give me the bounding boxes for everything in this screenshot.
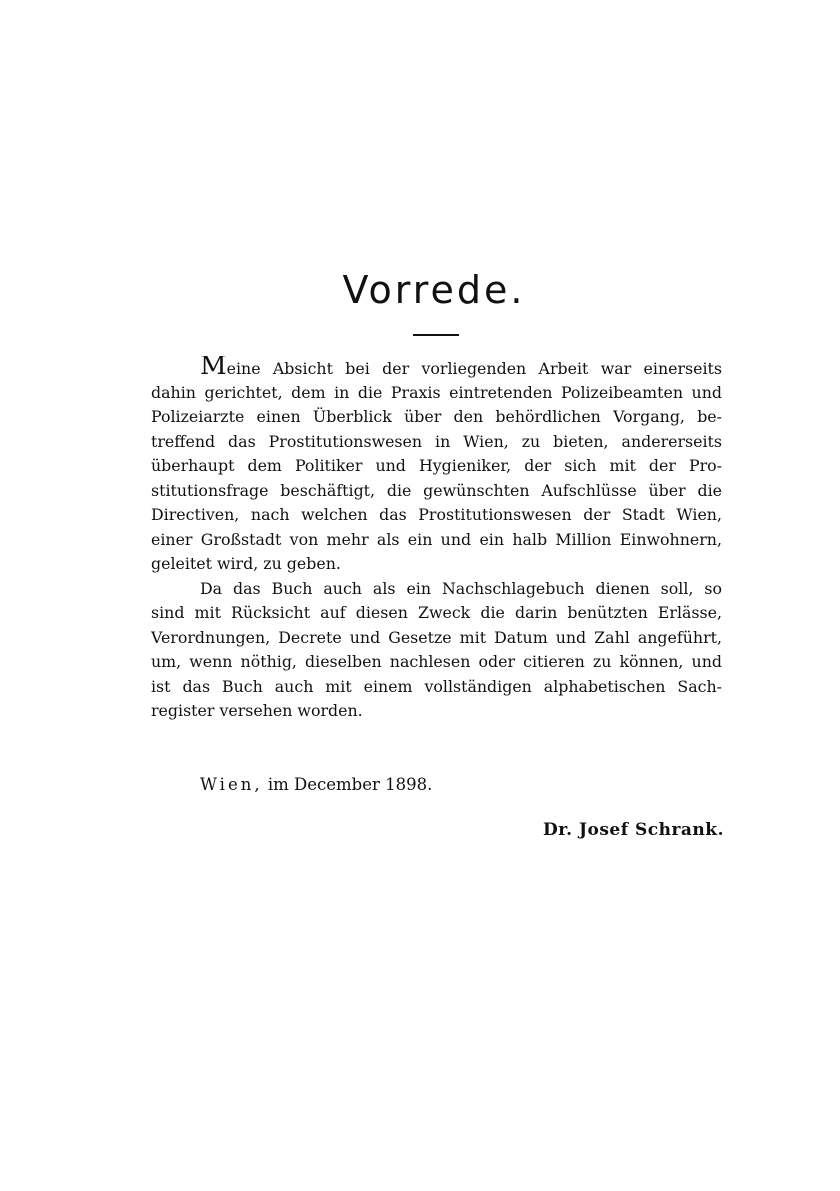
signoff-date: im December 1898. — [267, 775, 433, 794]
place-date-line — [200, 775, 432, 794]
signoff-place: Wien, — [200, 775, 263, 794]
paragraph-line: treffend das Prostitutionswesen in Wien, zu bieten, andererseits — [151, 431, 722, 451]
paragraph-line: Polizeiarzte einen Überblick über den behördlichen Vorgang, be- — [151, 407, 722, 426]
initial-letter: M — [200, 356, 227, 381]
paragraph-line: überhaupt dem Politiker und Hygieniker, der sich mit der Pro- — [151, 456, 722, 475]
paragraph-line: um, wenn nöthig, dieselben nachlesen oder citieren zu können, und — [151, 652, 722, 671]
paragraph-line: Da das Buch auch als ein Nachschlagebuch dienen soll, so — [200, 578, 722, 598]
paragraph-line: einer Großstadt von mehr als ein und ein halb Million Einwohnern, — [151, 529, 722, 549]
paragraph-2 — [151, 577, 722, 724]
paragraph-line: geleitet wird, zu geben. — [151, 554, 341, 573]
paragraph-line: ist das Buch auch mit einem vollständigen alphabetischen Sach- — [151, 676, 722, 696]
paragraph-line: Directiven, nach welchen das Prostitutionswesen der Stadt Wien, — [151, 505, 722, 524]
title-divider — [413, 334, 459, 336]
paragraph-line: sind mit Rücksicht auf diesen Zweck die darin benützten Erlässe, — [151, 603, 722, 622]
preface-body — [151, 356, 722, 724]
paragraph-1 — [151, 356, 722, 577]
paragraph-line: dahin gerichtet, dem in die Praxis eintretenden Polizeibeamten und — [151, 382, 722, 402]
paragraph-line: Verordnungen, Decrete und Gesetze mit Datum und Zahl angeführt, — [151, 627, 722, 647]
paragraph-line: stitutionsfrage beschäftigt, die gewünschten Aufschlüsse über die — [151, 480, 722, 500]
author-signature: Dr. Josef Schrank. — [543, 820, 724, 840]
page-title: Vorrede. — [342, 268, 526, 312]
paragraph-line: register versehen worden. — [151, 701, 363, 720]
paragraph-line: Meine Absicht bei der vorliegenden Arbeit war einerseits — [151, 356, 722, 381]
